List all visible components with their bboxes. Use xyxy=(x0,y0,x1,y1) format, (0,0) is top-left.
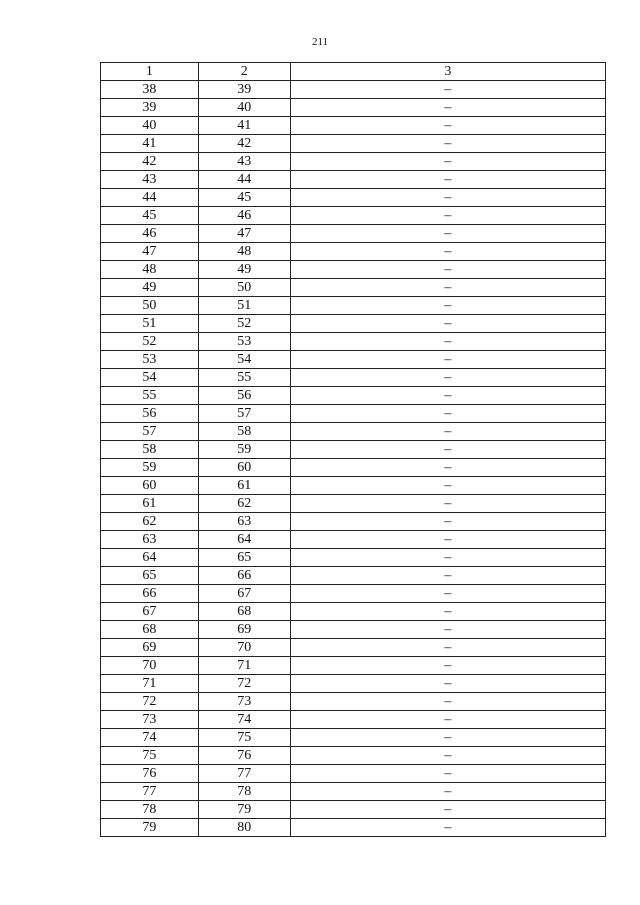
table-cell-col-3: – xyxy=(290,693,605,711)
table-cell-col-3: – xyxy=(290,513,605,531)
table-row xyxy=(101,603,606,621)
table-cell-col-1: 45 xyxy=(101,207,199,225)
table-row xyxy=(101,99,606,117)
table-row xyxy=(101,135,606,153)
table-cell-col-1: 70 xyxy=(101,657,199,675)
table-cell-col-2: 42 xyxy=(198,135,290,153)
table-cell-col-1: 74 xyxy=(101,729,199,747)
table-row xyxy=(101,423,606,441)
table-cell-col-1: 73 xyxy=(101,711,199,729)
table-cell-col-1: 54 xyxy=(101,369,199,387)
table-cell-col-3: – xyxy=(290,369,605,387)
table-cell-col-1: 69 xyxy=(101,639,199,657)
table-cell-col-2: 67 xyxy=(198,585,290,603)
table-cell-col-3: – xyxy=(290,765,605,783)
table-cell-col-1: 79 xyxy=(101,819,199,837)
table-cell-col-3: – xyxy=(290,639,605,657)
table-cell-col-3: – xyxy=(290,783,605,801)
table-cell-col-3: – xyxy=(290,279,605,297)
table-row xyxy=(101,639,606,657)
table-cell-col-3: – xyxy=(290,657,605,675)
table-row xyxy=(101,477,606,495)
table-cell-col-2: 39 xyxy=(198,81,290,99)
table-cell-col-2: 71 xyxy=(198,657,290,675)
table-row xyxy=(101,441,606,459)
table-cell-col-3: – xyxy=(290,387,605,405)
table-cell-col-2: 57 xyxy=(198,405,290,423)
table-cell-col-2: 77 xyxy=(198,765,290,783)
table-cell-col-3: – xyxy=(290,801,605,819)
table-cell-col-2: 72 xyxy=(198,675,290,693)
table-cell-col-1: 60 xyxy=(101,477,199,495)
table-cell-col-3: – xyxy=(290,243,605,261)
table-row xyxy=(101,801,606,819)
table-cell-col-2: 62 xyxy=(198,495,290,513)
table-cell-col-1: 67 xyxy=(101,603,199,621)
table-row xyxy=(101,225,606,243)
table-row xyxy=(101,675,606,693)
table-cell-col-2: 45 xyxy=(198,189,290,207)
table-cell-col-1: 42 xyxy=(101,153,199,171)
table-row xyxy=(101,747,606,765)
table-body xyxy=(101,81,606,837)
table-cell-col-2: 50 xyxy=(198,279,290,297)
table-cell-col-3: – xyxy=(290,747,605,765)
table-row xyxy=(101,279,606,297)
table-cell-col-1: 44 xyxy=(101,189,199,207)
table-cell-col-1: 72 xyxy=(101,693,199,711)
table-header-row xyxy=(101,63,606,81)
table-cell-col-3: – xyxy=(290,585,605,603)
table-cell-col-1: 65 xyxy=(101,567,199,585)
table-cell-col-2: 68 xyxy=(198,603,290,621)
table-cell-col-1: 68 xyxy=(101,621,199,639)
table-cell-col-2: 70 xyxy=(198,639,290,657)
table-cell-col-3: – xyxy=(290,171,605,189)
table-row xyxy=(101,117,606,135)
table-cell-col-1: 40 xyxy=(101,117,199,135)
table-cell-col-1: 63 xyxy=(101,531,199,549)
table-cell-col-3: – xyxy=(290,477,605,495)
table-row xyxy=(101,153,606,171)
table-row xyxy=(101,297,606,315)
table-cell-col-2: 56 xyxy=(198,387,290,405)
table-row xyxy=(101,333,606,351)
data-table xyxy=(100,62,606,837)
table-cell-col-2: 63 xyxy=(198,513,290,531)
table-cell-col-1: 64 xyxy=(101,549,199,567)
table-row xyxy=(101,315,606,333)
table-cell-col-3: – xyxy=(290,261,605,279)
table-cell-col-1: 58 xyxy=(101,441,199,459)
table-cell-col-1: 52 xyxy=(101,333,199,351)
table-cell-col-2: 49 xyxy=(198,261,290,279)
table-cell-col-3: – xyxy=(290,81,605,99)
table-row xyxy=(101,729,606,747)
table-row xyxy=(101,567,606,585)
table-cell-col-1: 66 xyxy=(101,585,199,603)
table-cell-col-3: – xyxy=(290,153,605,171)
table-cell-col-1: 71 xyxy=(101,675,199,693)
table-row xyxy=(101,765,606,783)
table-cell-col-3: – xyxy=(290,495,605,513)
table-cell-col-1: 62 xyxy=(101,513,199,531)
table-row xyxy=(101,351,606,369)
table-cell-col-2: 79 xyxy=(198,801,290,819)
table-row xyxy=(101,711,606,729)
table-row xyxy=(101,81,606,99)
table-cell-col-2: 48 xyxy=(198,243,290,261)
table-cell-col-3: – xyxy=(290,315,605,333)
column-header-3: 3 xyxy=(290,63,605,81)
table-cell-col-2: 73 xyxy=(198,693,290,711)
table-cell-col-2: 47 xyxy=(198,225,290,243)
table-row xyxy=(101,549,606,567)
table-cell-col-3: – xyxy=(290,207,605,225)
table-cell-col-2: 53 xyxy=(198,333,290,351)
table-cell-col-2: 74 xyxy=(198,711,290,729)
table-cell-col-2: 41 xyxy=(198,117,290,135)
table-row xyxy=(101,171,606,189)
column-header-1: 1 xyxy=(101,63,199,81)
table-row xyxy=(101,585,606,603)
table-cell-col-1: 50 xyxy=(101,297,199,315)
table-cell-col-1: 51 xyxy=(101,315,199,333)
table-cell-col-3: – xyxy=(290,675,605,693)
table-cell-col-3: – xyxy=(290,405,605,423)
table-row xyxy=(101,621,606,639)
table-row xyxy=(101,189,606,207)
table-cell-col-1: 77 xyxy=(101,783,199,801)
table-cell-col-1: 76 xyxy=(101,765,199,783)
table-cell-col-2: 59 xyxy=(198,441,290,459)
table-cell-col-1: 61 xyxy=(101,495,199,513)
table-cell-col-2: 60 xyxy=(198,459,290,477)
table-cell-col-1: 49 xyxy=(101,279,199,297)
table-cell-col-3: – xyxy=(290,621,605,639)
table-cell-col-3: – xyxy=(290,333,605,351)
table-cell-col-2: 75 xyxy=(198,729,290,747)
table-cell-col-3: – xyxy=(290,819,605,837)
table-row xyxy=(101,531,606,549)
table-cell-col-3: – xyxy=(290,531,605,549)
table-row xyxy=(101,657,606,675)
table-row xyxy=(101,261,606,279)
table-cell-col-3: – xyxy=(290,711,605,729)
table-cell-col-1: 57 xyxy=(101,423,199,441)
table-cell-col-1: 75 xyxy=(101,747,199,765)
table-cell-col-1: 38 xyxy=(101,81,199,99)
table-cell-col-2: 54 xyxy=(198,351,290,369)
table-cell-col-1: 59 xyxy=(101,459,199,477)
table-cell-col-3: – xyxy=(290,441,605,459)
table-cell-col-3: – xyxy=(290,297,605,315)
table-cell-col-3: – xyxy=(290,351,605,369)
table-cell-col-2: 61 xyxy=(198,477,290,495)
table-cell-col-1: 53 xyxy=(101,351,199,369)
column-header-2: 2 xyxy=(198,63,290,81)
table-cell-col-2: 76 xyxy=(198,747,290,765)
table-row xyxy=(101,513,606,531)
table-cell-col-2: 46 xyxy=(198,207,290,225)
table-cell-col-1: 78 xyxy=(101,801,199,819)
table-cell-col-3: – xyxy=(290,549,605,567)
table-row xyxy=(101,243,606,261)
table-row xyxy=(101,819,606,837)
table-cell-col-3: – xyxy=(290,117,605,135)
table-cell-col-2: 43 xyxy=(198,153,290,171)
table-cell-col-1: 39 xyxy=(101,99,199,117)
table-cell-col-2: 40 xyxy=(198,99,290,117)
table-cell-col-3: – xyxy=(290,423,605,441)
table-row xyxy=(101,387,606,405)
table-row xyxy=(101,693,606,711)
table-cell-col-3: – xyxy=(290,99,605,117)
table-cell-col-1: 56 xyxy=(101,405,199,423)
table-cell-col-3: – xyxy=(290,603,605,621)
table-cell-col-3: – xyxy=(290,459,605,477)
table-cell-col-2: 66 xyxy=(198,567,290,585)
table-cell-col-2: 65 xyxy=(198,549,290,567)
table-cell-col-2: 78 xyxy=(198,783,290,801)
table-cell-col-3: – xyxy=(290,225,605,243)
table-cell-col-2: 51 xyxy=(198,297,290,315)
table-cell-col-3: – xyxy=(290,189,605,207)
table-cell-col-2: 64 xyxy=(198,531,290,549)
table-cell-col-2: 44 xyxy=(198,171,290,189)
table-cell-col-3: – xyxy=(290,135,605,153)
table-cell-col-1: 47 xyxy=(101,243,199,261)
page-number: 211 xyxy=(311,36,329,48)
table-cell-col-2: 55 xyxy=(198,369,290,387)
table-row xyxy=(101,405,606,423)
table-cell-col-3: – xyxy=(290,567,605,585)
table-cell-col-2: 69 xyxy=(198,621,290,639)
table-cell-col-2: 58 xyxy=(198,423,290,441)
table-row xyxy=(101,369,606,387)
table-row xyxy=(101,459,606,477)
table-cell-col-2: 80 xyxy=(198,819,290,837)
table-cell-col-1: 46 xyxy=(101,225,199,243)
table-row xyxy=(101,207,606,225)
table-row xyxy=(101,783,606,801)
table-cell-col-1: 43 xyxy=(101,171,199,189)
table-cell-col-1: 48 xyxy=(101,261,199,279)
table-row xyxy=(101,495,606,513)
table-cell-col-2: 52 xyxy=(198,315,290,333)
table-cell-col-1: 55 xyxy=(101,387,199,405)
table-cell-col-3: – xyxy=(290,729,605,747)
table-cell-col-1: 41 xyxy=(101,135,199,153)
